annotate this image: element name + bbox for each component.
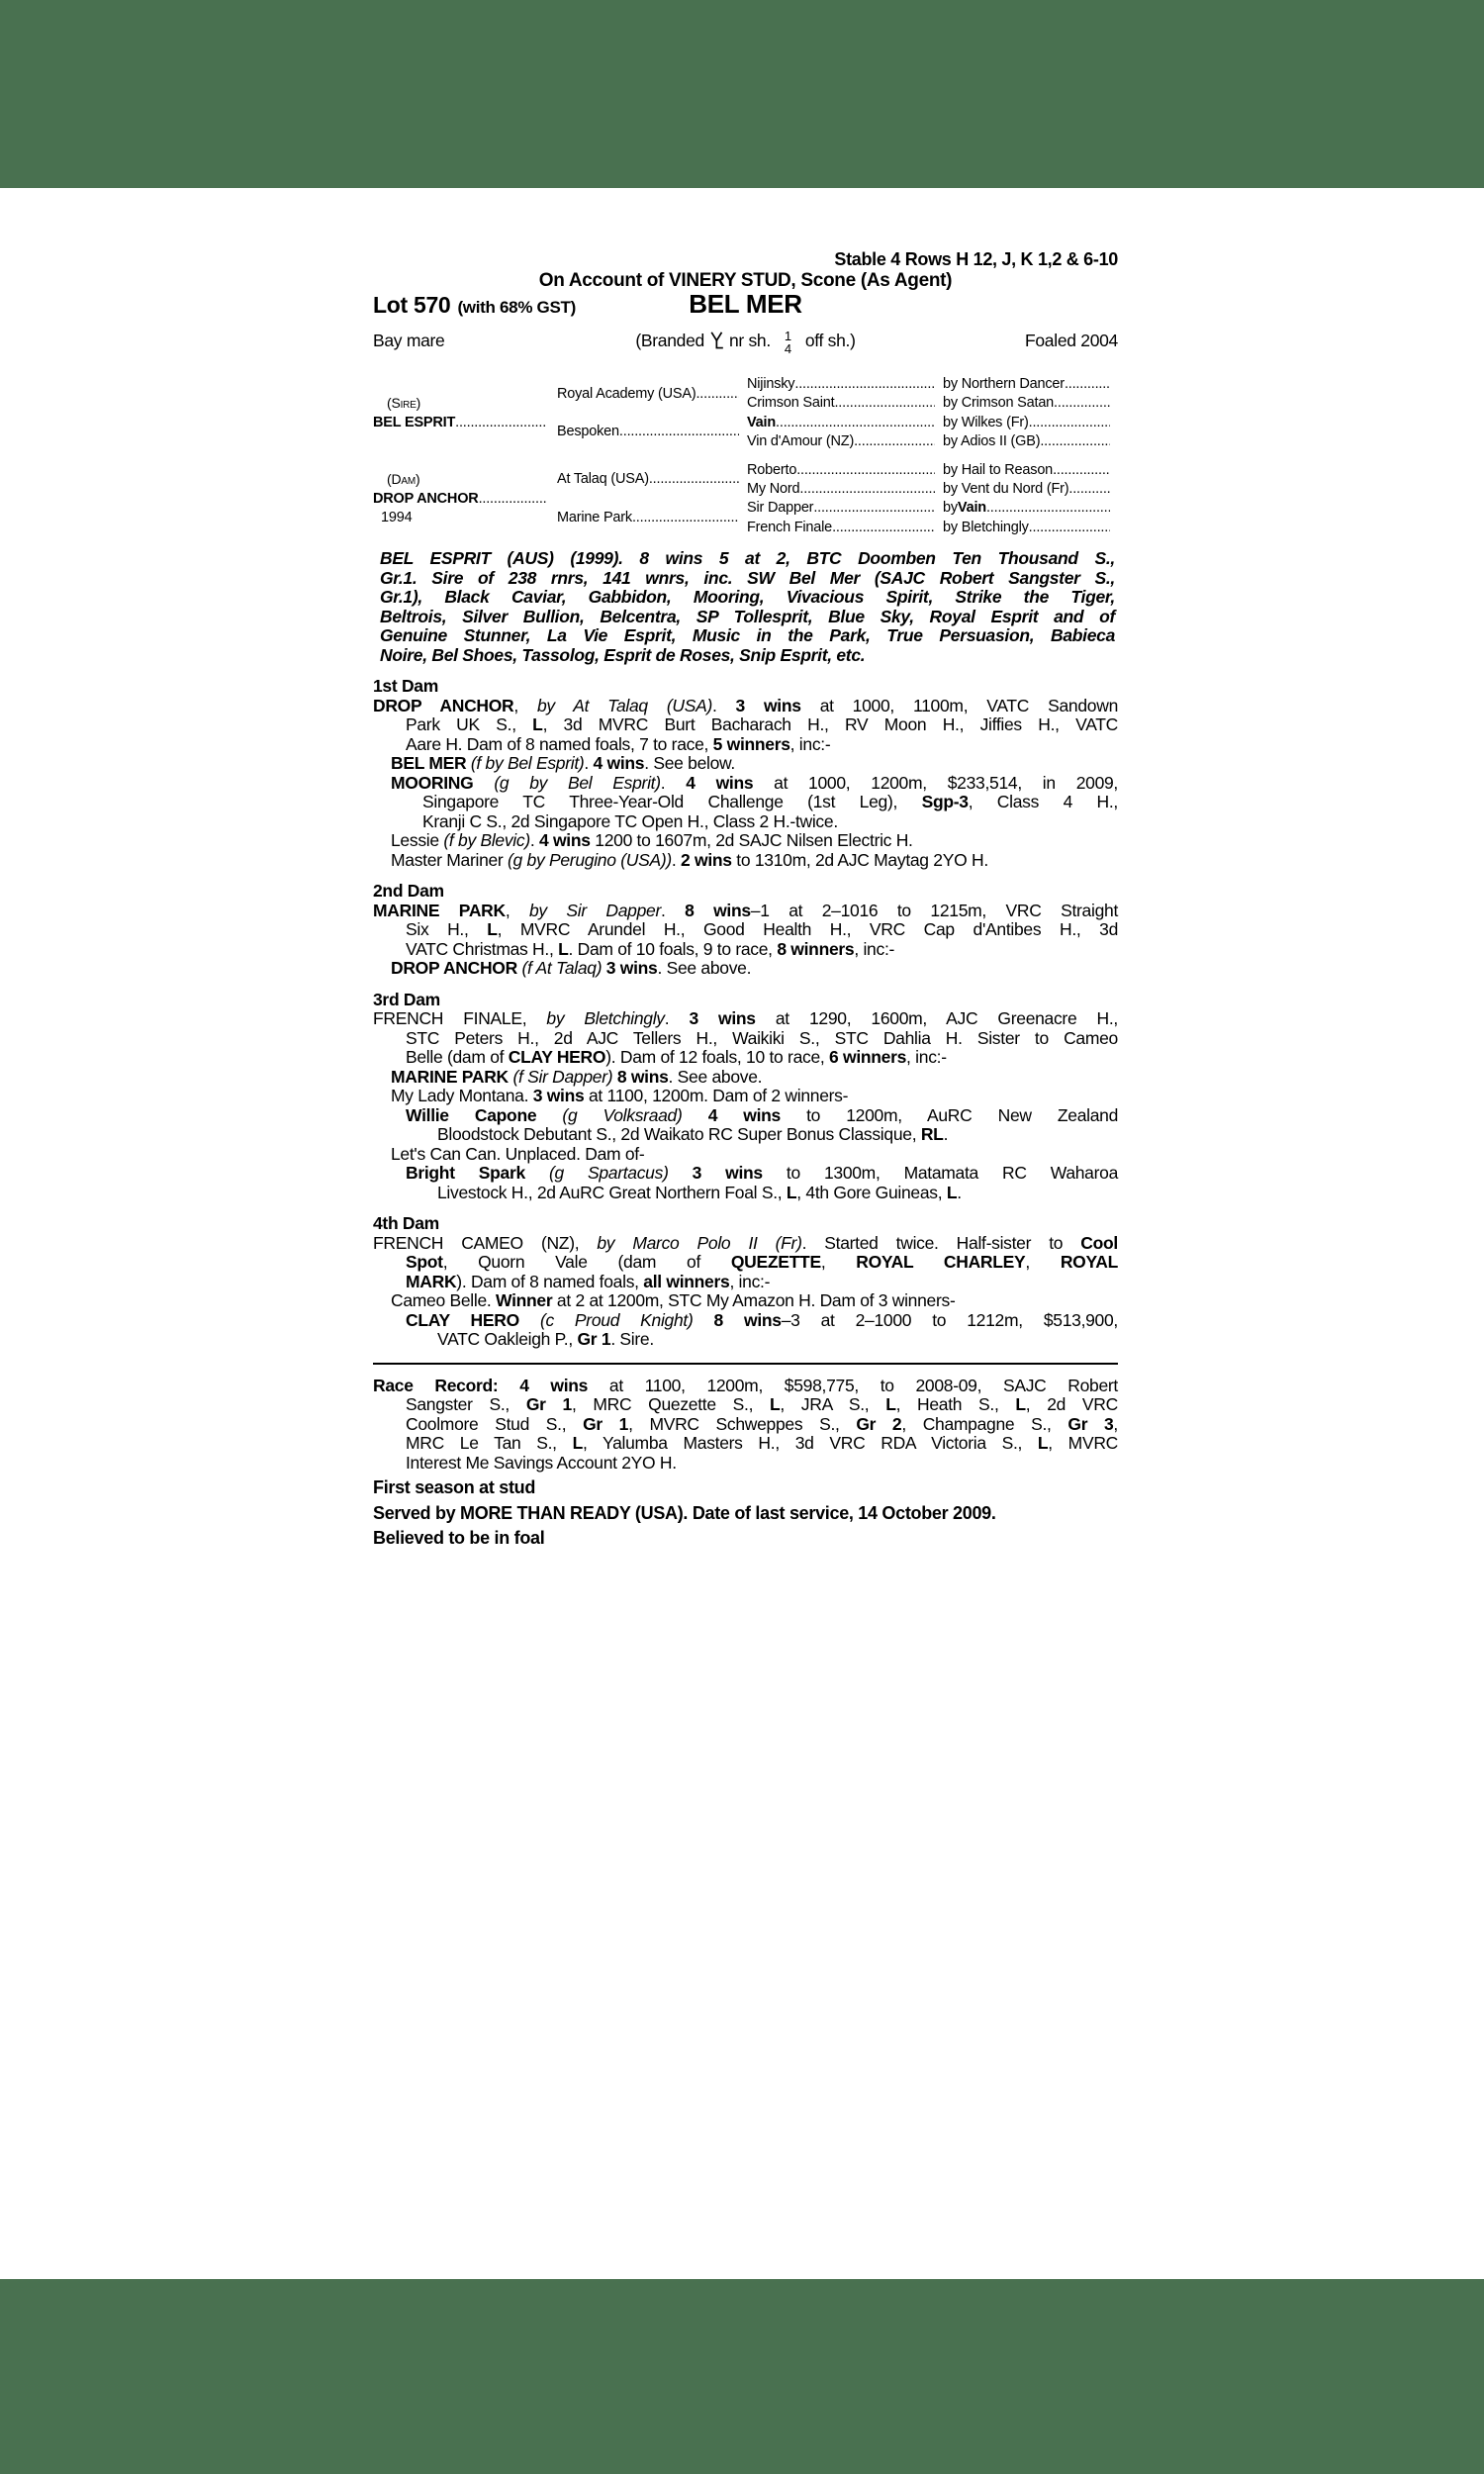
lot-row (373, 289, 1118, 330)
dam-label: (Dam) (387, 471, 420, 488)
progeny-drop-anchor: DROP ANCHOR (f At Talaq) 3 wins. See above. (391, 958, 752, 979)
first-dam-paragraph: DROP ANCHOR, by At Talaq (USA). 3 wins at 1000, 1100m, VATC Sandown Park UK S., L, 3d MVRC Burt Bacharach H., RV Moon H., Jiffies H., VATC Aare H. Dam of 8 named foals, 7 to race, 5 winners, inc:- (373, 695, 1119, 754)
foaled-year: Foaled 2004 (1024, 331, 1118, 350)
gen3-ancestor: Crimson Saint ..... (747, 394, 943, 413)
horse-name-title: BEL MER (689, 289, 802, 319)
catalogue-content (373, 249, 1118, 1549)
horse-description: Bay mare (373, 331, 445, 350)
sire-name: BEL ESPRIT ..... (373, 414, 547, 432)
gen3-ancestor: Vain ..... (747, 414, 943, 432)
pedigree-table (373, 375, 1118, 537)
gen3-sire: by Wilkes (Fr) ..... (943, 414, 1118, 432)
fourth-dam-paragraph: FRENCH CAMEO (NZ), by Marco Polo II (Fr). Started twice. Half-sister to Cool Spot, Quorn Vale (dam of QUEZETTE, ROYAL CHARLEY, ROYAL MARK). Dam of 8 named foals, all winners, inc:- (373, 1232, 1118, 1291)
brand-number (785, 331, 791, 355)
stud-status-line: First season at stud (373, 1477, 536, 1498)
gen2-ancestor: At Talaq (USA) ..... (557, 461, 747, 500)
foal-status-line: Believed to be in foal (373, 1528, 545, 1549)
gen3-sire: by Crimson Satan ..... (943, 394, 1118, 413)
gen3-sire: by Vent du Nord (Fr) ..... (943, 480, 1118, 499)
service-line: Served by MORE THAN READY (USA). Date of last service, 14 October 2009. (373, 1502, 996, 1523)
brand-number-top: 1 (784, 329, 791, 343)
section-heading: 3rd Dam (373, 989, 440, 1009)
gen3-sire: by Vain ..... (943, 499, 1118, 518)
gen3-sire: by Bletchingly ..... (943, 519, 1118, 537)
dam-name: DROP ANCHOR ..... (373, 490, 547, 509)
brand-near-shoulder: nr sh. (728, 330, 771, 350)
progeny-my-lady-montana: My Lady Montana. 3 wins at 1100, 1200m. Dam of 2 winners- (391, 1086, 849, 1106)
progeny-willie-capone: Willie Capone (g Volksraad) 4 wins to 1200m, AuRC New Zealand Bloodstock Debutant S., 2d Waikato RC Super Bonus Classique, RL. (406, 1104, 1119, 1145)
gen3-ancestor: My Nord ..... (747, 480, 943, 499)
section-heading: 2nd Dam (373, 881, 444, 902)
progeny-lessie: Lessie (f by Blevic). 4 wins 1200 to 1607m, 2d SAJC Nilsen Electric H. (391, 830, 913, 851)
brand-number-bottom: 4 (784, 340, 791, 356)
stable-header: Stable 4 Rows H 12, J, K 1,2 & 6-10 (834, 249, 1118, 269)
progeny-lets-can-can: Let's Can Can. Unplaced. Dam of- (391, 1143, 645, 1164)
gen2-ancestor: Bespoken ..... (557, 414, 747, 452)
dam-cell (373, 461, 557, 538)
progeny-bright-spark: Bright Spark (g Spartacus) 3 wins to 1300m, Matamata RC Waharoa Livestock H., 2d AuRC Great Northern Foal S., L, 4th Gore Guineas, L. (406, 1163, 1119, 1202)
progeny-master-mariner: Master Mariner (g by Perugino (USA)). 2 wins to 1310m, 2d AJC Maytag 2YO H. (391, 849, 988, 870)
progeny-cameo-belle: Cameo Belle. Winner at 2 at 1200m, STC My Amazon H. Dam of 3 winners- (391, 1290, 956, 1311)
dam-block (373, 461, 1118, 538)
gen3-ancestor: Sir Dapper ..... (747, 499, 943, 518)
catalogue-body (373, 549, 1118, 1549)
gen2-ancestor: Marine Park ..... (557, 499, 747, 537)
lot-number: Lot 570 (373, 292, 451, 318)
gen3-ancestor: Roberto ..... (747, 461, 943, 480)
gen3-sire: by Adios II (GB) ..... (943, 432, 1118, 451)
divider-rule (373, 1363, 1118, 1365)
progeny-mooring: MOORING (g by Bel Esprit). 4 wins at 1000, 1200m, $233,514, in 2009, Singapore TC Three-Year-Old Challenge (1st Leg), Sgp-3, Class 4 H., Kranji C S., 2d Singapore TC Open H., Class 2 H.-twice. (391, 772, 1118, 831)
sire-block (373, 375, 1118, 452)
gen3-ancestor: Vin d'Amour (NZ) ..... (747, 432, 943, 451)
section-heading: 1st Dam (373, 676, 438, 697)
brand-info (635, 329, 856, 356)
third-dam-paragraph: FRENCH FINALE, by Bletchingly. 3 wins at 1290, 1600m, AJC Greenacre H., STC Peters H., 2d AJC Tellers H., Waikiki S., STC Dahlia H. Sister to Cameo Belle (dam of CLAY HERO). Dam of 12 foals, 10 to race, 6 winners, inc:- (373, 1008, 1118, 1068)
gen3-ancestor: French Finale ..... (747, 519, 943, 537)
brand-mark-icon (709, 331, 724, 352)
description-row (373, 329, 1118, 361)
sire-cell (373, 375, 557, 452)
second-dam-paragraph: MARINE PARK, by Sir Dapper. 8 wins–1 at 2–1016 to 1215m, VRC Straight Six H., L, MVRC Arundel H., Good Health H., VRC Cap d'Antibes H., 3d VATC Christmas H., L. Dam of 10 foals, 9 to race, 8 winners, inc:- (373, 900, 1119, 959)
sire-label: (Sire) (387, 395, 421, 412)
brand-prefix: (Branded (635, 330, 704, 350)
gen3-sire: by Northern Dancer ..... (943, 375, 1118, 394)
dam-year: 1994 (381, 510, 413, 526)
sire-summary-paragraph: BEL ESPRIT (AUS) (1999). 8 wins 5 at 2, BTC Doomben Ten Thousand S., Gr.1. Sire of 238 rnrs, 141 wnrs, inc. SW Bel Mer (SAJC Robert Sangster S., Gr.1), Black Caviar, Gabbidon, Mooring, Vivacious Spirit, Strike the Tiger, Beltrois, Silver Bullion, Belcentra, SP Tollesprit, Blue Sky, Royal Esprit and of Genuine Stunner, La Vie Esprit, Music in the Park, True Persuasion, Babieca Noire, Bel Shoes, Tassolog, Esprit de Roses, Snip Esprit, etc. (380, 548, 1115, 665)
progeny-clay-hero: CLAY HERO (c Proud Knight) 8 wins–3 at 2–1000 to 1212m, $513,900, VATC Oakleigh P., Gr 1. Sire. (406, 1309, 1118, 1350)
progeny-bel-mer: BEL MER (f by Bel Esprit). 4 wins. See below. (391, 753, 735, 774)
brand-off-shoulder: off sh.) (804, 330, 856, 350)
gst-note: (with 68% GST) (457, 298, 576, 317)
race-record-paragraph: Race Record: 4 wins at 1100, 1200m, $598,775, to 2008-09, SAJC Robert Sangster S., Gr 1, MRC Quezette S., L, JRA S., L, Heath S., L, 2d VRC Coolmore Stud S., Gr 1, MVRC Schweppes S., Gr 2, Champagne S., Gr 3, MRC Le Tan S., L, Yalumba Masters H., 3d VRC RDA Victoria S., L, MVRC Interest Me Savings Account 2YO H. (373, 1375, 1118, 1473)
gen2-ancestor: Royal Academy (USA) ..... (557, 375, 747, 414)
section-heading: 4th Dam (373, 1213, 439, 1234)
progeny-marine-park: MARINE PARK (f Sir Dapper) 8 wins. See above. (391, 1066, 763, 1087)
gen3-ancestor: Nijinsky ..... (747, 375, 943, 394)
account-header: On Account of VINERY STUD, Scone (As Agent) (538, 270, 953, 291)
gen3-sire: by Hail to Reason ..... (943, 461, 1118, 480)
